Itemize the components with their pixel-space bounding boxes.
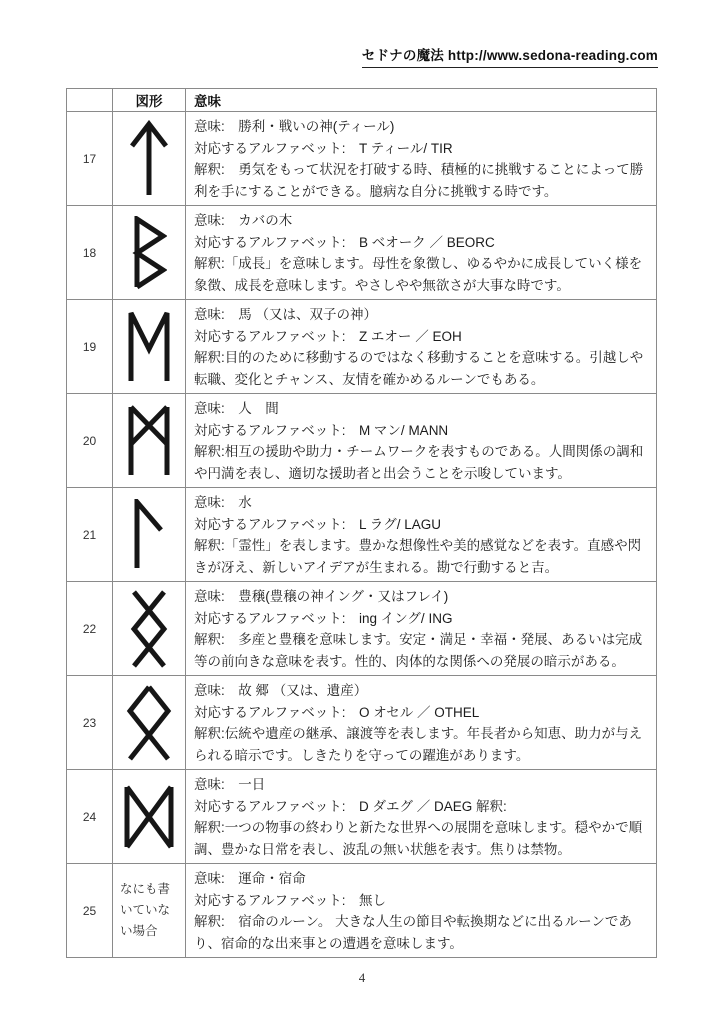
table-row [67, 582, 657, 676]
rune-cell [113, 394, 186, 488]
header-cell-number [67, 89, 113, 112]
rune-cell [113, 112, 186, 206]
description-cell [186, 864, 657, 958]
meaning-line: 意味: 運命・宿命 [194, 871, 306, 886]
blank-rune-cell [113, 864, 186, 958]
table-row [67, 394, 657, 488]
meaning-line: 意味: 水 [194, 495, 252, 510]
interpretation-line: 解釈:伝統や遺産の継承、譲渡等を表します。年長者から知恵、助力が与えられる暗示です。しきたりを守っての躍進があります。 [194, 726, 643, 763]
rune-cell [113, 770, 186, 864]
site-header-text: セドナの魔法 http://www.sedona-reading.com [362, 44, 658, 68]
meaning-line: 意味: 馬 （又は、双子の神） [194, 307, 378, 322]
row-number: 22 [67, 582, 113, 676]
description-cell [186, 206, 657, 300]
interpretation-line: 解釈:一つの物事の終わりと新たな世界への展開を意味します。穏やかで順調、豊かな日常を表し、波乱の無い状態を表す。焦りは禁物。 [194, 820, 643, 857]
dagaz-rune-icon [123, 784, 175, 850]
row-number: 20 [67, 394, 113, 488]
description-cell [186, 582, 657, 676]
row-number: 18 [67, 206, 113, 300]
interpretation-line: 解釈: 宿命のルーン。 大きな人生の節目や転換期などに出るルーンであり、宿命的な出来事との遭遇を意味します。 [194, 914, 632, 951]
othala-rune-icon [126, 684, 172, 762]
ehwaz-rune-icon [126, 310, 172, 384]
row-number: 25 [67, 864, 113, 958]
table-row [67, 112, 657, 206]
table-row [67, 206, 657, 300]
rune-cell [113, 300, 186, 394]
rune-cell [113, 206, 186, 300]
rune-cell [113, 488, 186, 582]
description-cell [186, 770, 657, 864]
interpretation-line: 解釈: 勇気をもって状況を打破する時、積極的に挑戦することによって勝利を手にすることができる。臆病な自分に挑戦する時です。 [194, 162, 644, 199]
row-number: 19 [67, 300, 113, 394]
row-number: 17 [67, 112, 113, 206]
alphabet-line: 対応するアルファベット: Z エオー ／ EOH [194, 328, 462, 344]
tiwaz-rune-icon [127, 120, 171, 198]
alphabet-line: 対応するアルファベット: D ダエグ ／ DAEG 解釈: [194, 798, 507, 814]
berkano-rune-icon [131, 216, 167, 290]
description-cell [186, 394, 657, 488]
row-number: 21 [67, 488, 113, 582]
row-number: 23 [67, 676, 113, 770]
ingwaz-rune-icon [129, 589, 169, 669]
table-row [67, 864, 657, 958]
table-header-row [67, 89, 657, 112]
alphabet-line: 対応するアルファベット: M マン/ MANN [194, 422, 449, 438]
meaning-line: 意味: 故 郷 （又は、遺産） [194, 683, 368, 698]
table-row [67, 770, 657, 864]
interpretation-line: 解釈:「霊性」を表します。豊かな想像性や美的感覚などを表す。直感や閃きが冴え、新しいアイデアが生まれる。勘で行動すると吉。 [194, 538, 642, 575]
interpretation-line: 解釈:「成長」を意味します。母性を象徴し、ゆるやかに成長していく様を象徴、成長を意味します。やさしやや無欲さが大事な時です。 [194, 256, 643, 293]
alphabet-line: 対応するアルファベット: B ベオーク ／ BEORC [194, 234, 495, 250]
table-row [67, 300, 657, 394]
description-cell [186, 112, 657, 206]
header-cell-shape: 図形 [113, 89, 186, 112]
blank-case-note: なにも書いていない場合 [120, 882, 171, 938]
page-number: 4 [358, 970, 366, 985]
meaning-line: 意味: 人 間 [194, 401, 279, 416]
table-row [67, 488, 657, 582]
mannaz-rune-icon [126, 404, 172, 478]
description-cell [186, 488, 657, 582]
interpretation-line: 解釈:相互の援助や助力・チームワークを表すものである。人間関係の調和や円満を表し、適切な援助者と出会うことを示唆しています。 [194, 444, 644, 481]
meaning-line: 意味: 豊穣(豊穣の神イング・又はフレイ) [194, 589, 449, 604]
interpretation-line: 解釈:目的のために移動するのではなく移動することを意味する。引越しや転職、変化とチャンス、友情を確かめるルーンでもある。 [194, 350, 644, 387]
header-cell-meaning: 意味 [186, 89, 657, 112]
rune-cell [113, 676, 186, 770]
description-cell [186, 300, 657, 394]
alphabet-line: 対応するアルファベット: ing イング/ ING [194, 610, 453, 626]
alphabet-line: 対応するアルファベット: O オセル ／ OTHEL [194, 704, 480, 720]
description-cell [186, 676, 657, 770]
meaning-line: 意味: 勝利・戦いの神(ティール) [194, 119, 395, 134]
row-number: 24 [67, 770, 113, 864]
meaning-line: 意味: カバの木 [194, 213, 293, 228]
rune-table [66, 88, 657, 958]
alphabet-line: 対応するアルファベット: T ティール/ TIR [194, 140, 453, 156]
rune-cell [113, 582, 186, 676]
meaning-line: 意味: 一日 [194, 777, 266, 792]
laguz-rune-icon [131, 499, 167, 571]
table-row [67, 676, 657, 770]
alphabet-line: 対応するアルファベット: L ラグ/ LAGU [194, 516, 441, 532]
alphabet-line: 対応するアルファベット: 無し [194, 892, 386, 908]
interpretation-line: 解釈: 多産と豊穣を意味します。安定・満足・幸福・発展、あるいは完成等の前向きな意味を表す。性的、肉体的な関係への発展の暗示がある。 [194, 632, 643, 669]
